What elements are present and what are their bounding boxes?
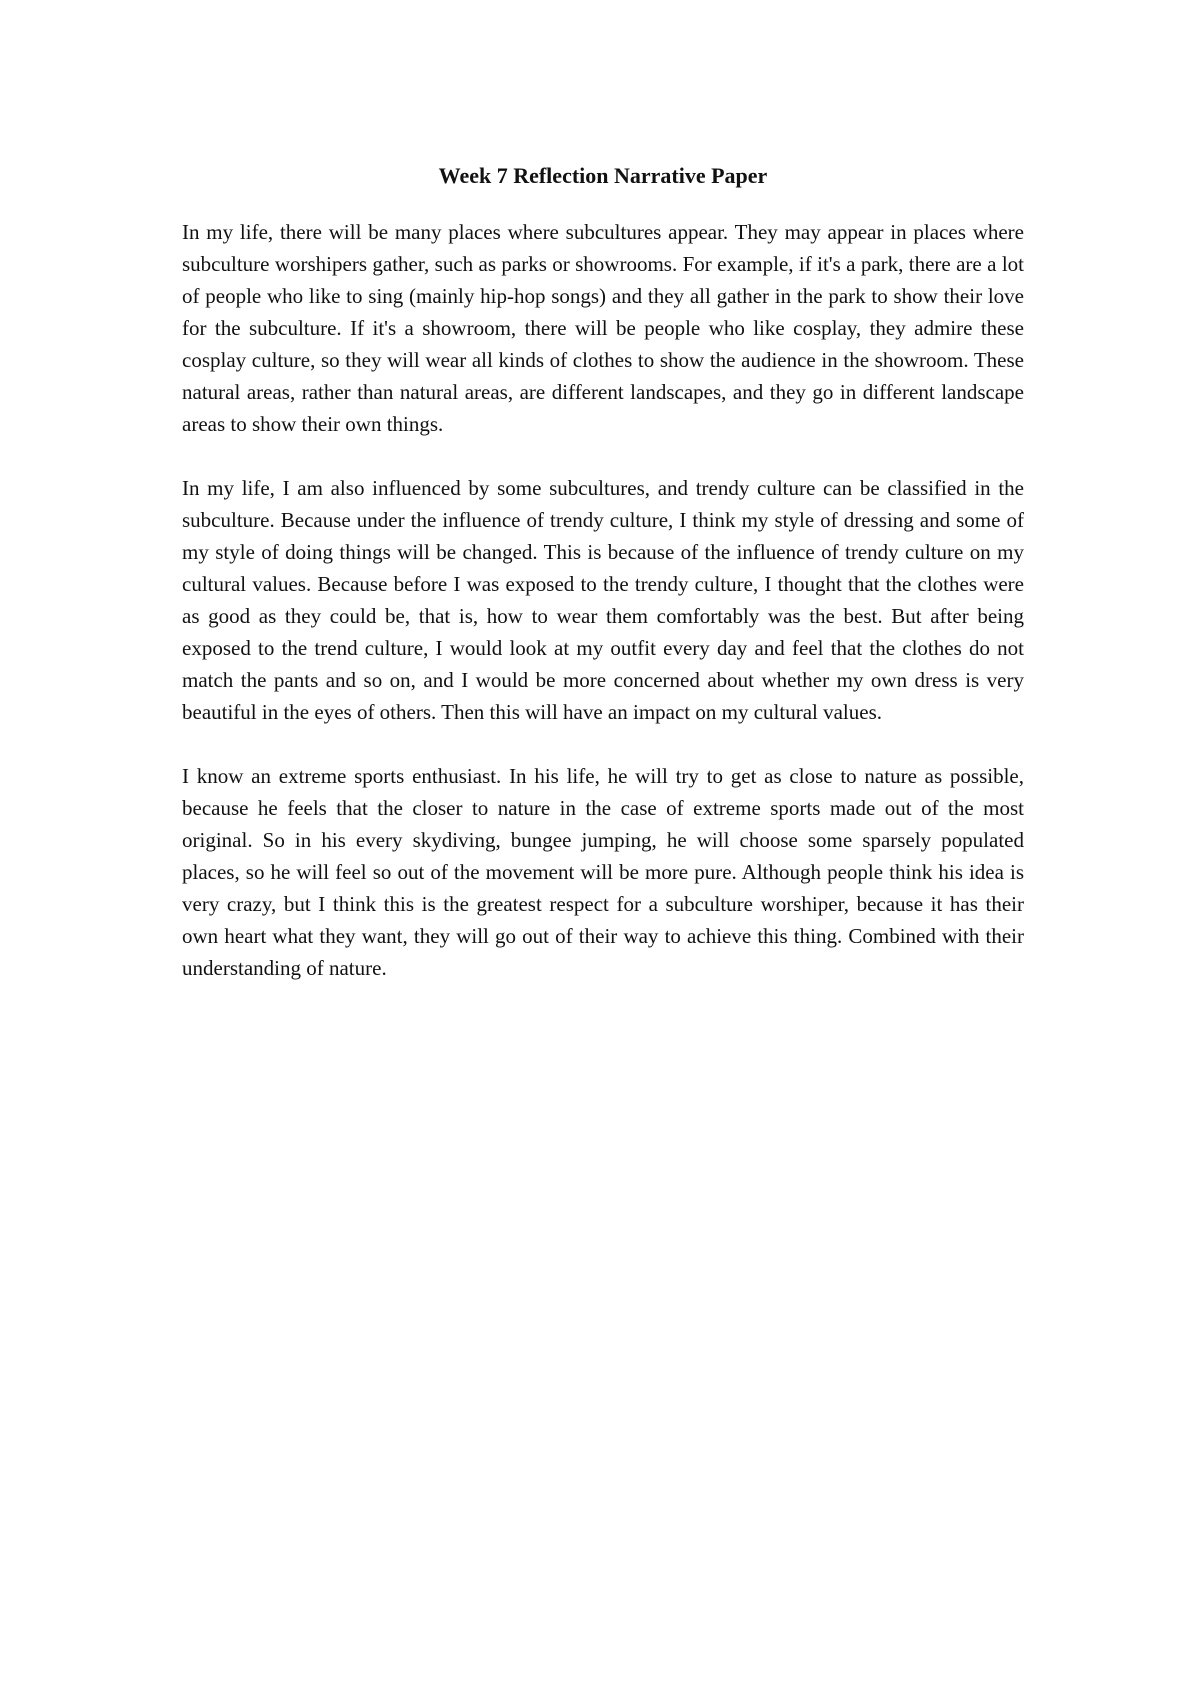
paragraph-3: I know an extreme sports enthusiast. In his life, he will try to get as close to nature as possible, because he feels that the closer to nature in the case of extreme sports made out of the most original. So in his every skydiving, bungee jumping, he will choose some sparsely populated places, so he will feel so out of the movement will be more pure. Although people think his idea is very crazy, but I think this is the greatest respect for a subculture worshiper, because it has their own heart what they want, they will go out of their way to achieve this thing. Combined with their understanding of nature. (182, 764, 1024, 980)
document-title: Week 7 Reflection Narrative Paper (438, 163, 768, 188)
document-body (182, 160, 1024, 1016)
paragraph-2: In my life, I am also influenced by some subcultures, and trendy culture can be classified in the subculture. Because under the influence of trendy culture, I think my style of dressing and some of my style of doing things will be changed. This is because of the influence of trendy culture on my cultural values. Because before I was exposed to the trendy culture, I thought that the clothes were as good as they could be, that is, how to wear them comfortably was the best. But after being exposed to the trend culture, I would look at my outfit every day and feel that the clothes do not match the pants and so on, and I would be more concerned about whether my own dress is very beautiful in the eyes of others. Then this will have an impact on my cultural values. (182, 476, 1024, 724)
paragraph-1: In my life, there will be many places where subcultures appear. They may appear in places where subculture worshipers gather, such as parks or showrooms. For example, if it's a park, there are a lot of people who like to sing (mainly hip-hop songs) and they all gather in the park to show their love for the subculture. If it's a showroom, there will be people who like cosplay, they admire these cosplay culture, so they will wear all kinds of clothes to show the audience in the showroom. These natural areas, rather than natural areas, are different landscapes, and they go in different landscape areas to show their own things. (182, 220, 1024, 436)
